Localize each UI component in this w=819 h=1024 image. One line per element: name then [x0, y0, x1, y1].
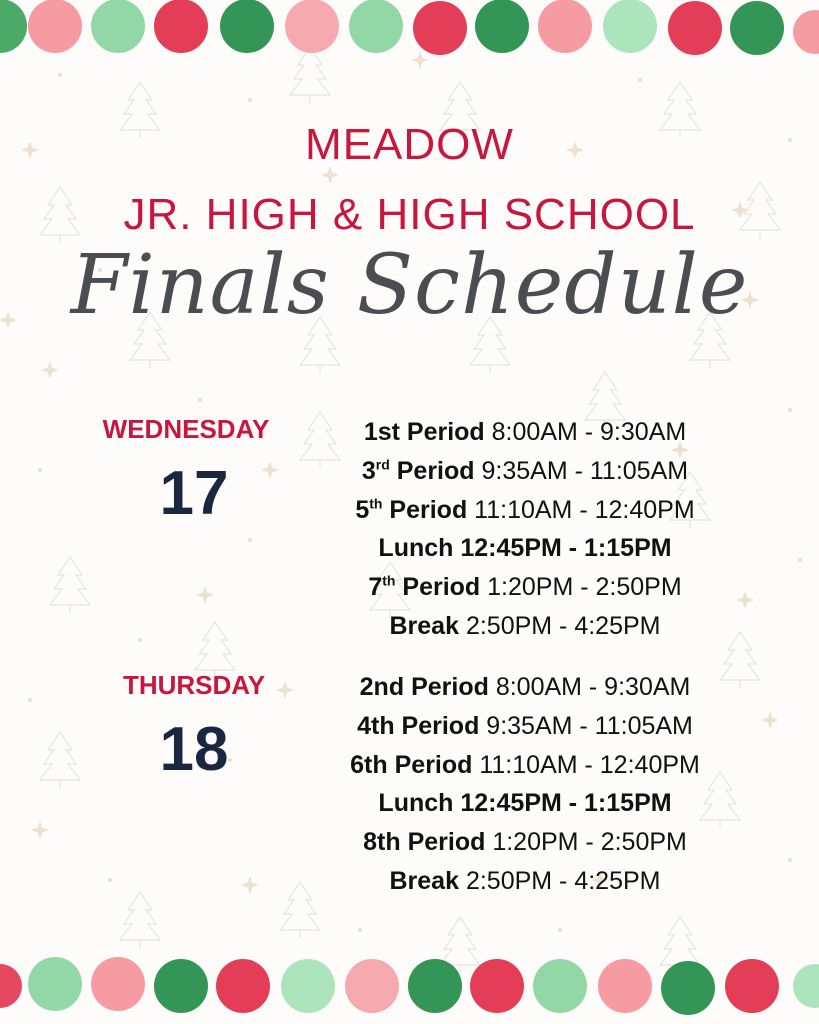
- period-time: 11:10AM - 12:40PM: [479, 750, 700, 779]
- watercolor-dot-border-top: [0, 0, 819, 70]
- period-time: 12:45PM - 1:15PM: [460, 789, 672, 818]
- dot: [668, 1, 722, 55]
- school-name-line1: MEADOW: [305, 120, 514, 169]
- schedule-row: [300, 491, 750, 530]
- schedule-list-wednesday: [300, 413, 750, 646]
- watercolor-dot-border-bottom: [0, 950, 819, 1020]
- dot: [91, 0, 145, 53]
- dot: [154, 959, 208, 1013]
- school-name-line2: JR. HIGH & HIGH SCHOOL: [123, 190, 696, 239]
- dot: [538, 0, 592, 53]
- dot: [154, 0, 208, 53]
- dot: [603, 0, 657, 53]
- finals-schedule-title: Finals Schedule: [70, 238, 749, 333]
- schedule-row: [300, 568, 750, 607]
- schedule-row: [300, 413, 750, 452]
- dot: [533, 959, 587, 1013]
- dot: [793, 964, 819, 1008]
- period-name: Break: [389, 866, 459, 895]
- dot: [598, 959, 652, 1013]
- dot: [0, 0, 27, 53]
- period-name: 6th Period: [350, 750, 473, 779]
- period-name: 7th Period: [368, 572, 481, 602]
- dot: [91, 957, 145, 1011]
- period-name: 1st Period: [363, 418, 485, 446]
- day-date-wednesday: 17: [159, 459, 229, 528]
- period-name: 8th Period: [363, 828, 486, 857]
- dot: [661, 961, 715, 1015]
- schedule-row-break: [300, 862, 750, 901]
- schedule-row-break: [300, 607, 750, 646]
- period-time: 9:35AM - 11:05AM: [481, 456, 689, 485]
- period-time: 2:50PM - 4:25PM: [465, 611, 661, 640]
- dot: [413, 1, 467, 55]
- period-time: 1:20PM - 2:50PM: [487, 573, 682, 602]
- schedule-row: [300, 823, 750, 862]
- day-label-thursday: THURSDAY: [122, 670, 266, 700]
- period-name: Lunch: [378, 789, 454, 818]
- period-time: 9:35AM - 11:05AM: [486, 711, 693, 740]
- period-time: 1:20PM - 2:50PM: [492, 828, 687, 857]
- dot: [793, 10, 819, 54]
- schedule-list-thursday: [300, 668, 750, 901]
- dot: [470, 959, 524, 1013]
- period-time: 2:50PM - 4:25PM: [465, 866, 661, 895]
- schedule-row-lunch: [300, 784, 750, 823]
- period-name: 5th Period: [355, 495, 468, 524]
- period-time: 8:00AM - 9:30AM: [495, 673, 691, 701]
- period-name: Lunch: [378, 534, 454, 563]
- dot: [28, 957, 82, 1011]
- schedule-row: [300, 668, 750, 707]
- dot: [281, 959, 335, 1013]
- period-name: 2nd Period: [359, 673, 489, 701]
- period-time: 11:10AM - 12:40PM: [474, 495, 695, 524]
- day-label-wednesday: WEDNESDAY: [102, 414, 270, 444]
- dot: [730, 1, 784, 55]
- dot: [285, 0, 339, 53]
- period-name: Break: [389, 611, 459, 640]
- dot: [725, 959, 779, 1013]
- dot: [345, 959, 399, 1013]
- schedule-row-lunch: [300, 529, 750, 568]
- dot: [28, 0, 82, 53]
- dot: [216, 959, 270, 1013]
- dot: [475, 0, 529, 53]
- period-time: 12:45PM - 1:15PM: [460, 534, 672, 563]
- dot: [220, 0, 274, 53]
- schedule-row: [300, 452, 750, 491]
- schedule-row: [300, 746, 750, 785]
- schedule-row: [300, 707, 750, 746]
- dot: [408, 959, 462, 1013]
- period-name: 3rd Period: [361, 456, 475, 485]
- period-time: 8:00AM - 9:30AM: [491, 418, 687, 446]
- dot: [0, 964, 22, 1008]
- day-date-thursday: 18: [159, 715, 229, 784]
- period-name: 4th Period: [357, 711, 480, 740]
- dot: [349, 0, 403, 53]
